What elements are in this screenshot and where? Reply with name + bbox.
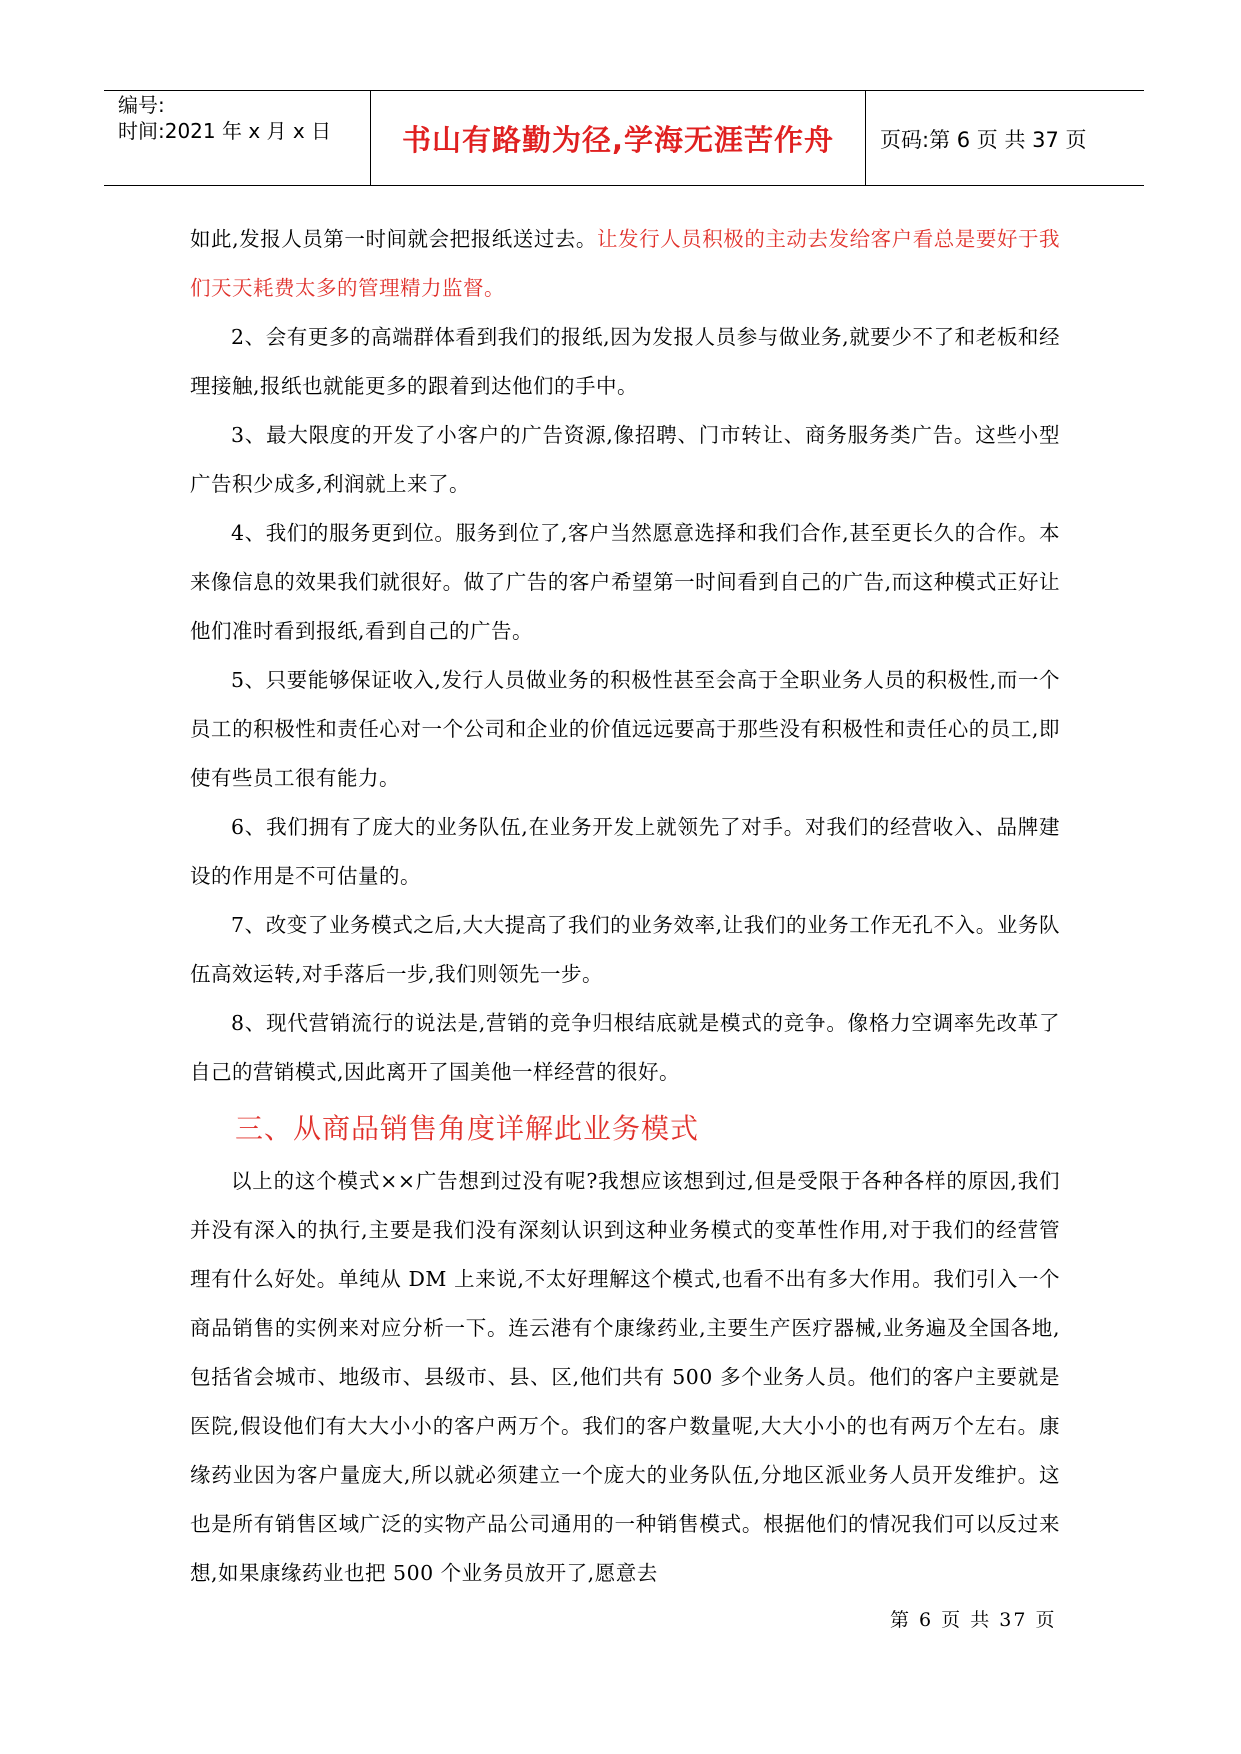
highlighted-text: 让发行人员积极的主动去发给客户看总是要好于我们天天耗费太多的管理精力监督。 [190,227,1060,300]
paragraph-point-7: 7、改变了业务模式之后,大大提高了我们的业务效率,让我们的业务工作无孔不入。业务队伍高效运转,对手落后一步,我们则领先一步。 [190,913,1060,986]
document-number-label: 编号: [118,93,165,117]
paragraph-text: 如此,发报人员第一时间就会把报纸送过去。 [190,227,597,251]
paragraph-point-5: 5、只要能够保证收入,发行人员做业务的积极性甚至会高于全职业务人员的积极性,而一个员工的积极性和责任心对一个公司和企业的价值远远要高于那些没有积极性和责任心的员工,即使有些员工很有能力。 [190,668,1060,790]
paragraph-point-8: 8、现代营销流行的说法是,营销的竞争归根结底就是模式的竞争。像格力空调率先改革了自己的营销模式,因此离开了国美他一样经营的很好。 [190,1011,1060,1084]
header-table [104,90,1144,186]
paragraph-point-2: 2、会有更多的高端群体看到我们的报纸,因为发报人员参与做业务,就要少不了和老板和经理接触,报纸也就能更多的跟着到达他们的手中。 [190,325,1060,398]
paragraph-continued [190,215,1060,313]
paragraph-section-intro: 以上的这个模式××广告想到过没有呢?我想应该想到过,但是受限于各种各样的原因,我们并没有深入的执行,主要是我们没有深刻认识到这种业务模式的变革性作用,对于我们的经营管理有什么好处。单纯从 DM 上来说,不太好理解这个模式,也看不出有多大作用。我们引入一个商品销售的实例来对应分析一下。连云港有个康缘药业,主要生产医疗器械,业务遍及全国各地,包括省会城市、地级市、县级市、县、区,他们共有 500 多个业务人员。他们的客户主要就是医院,假设他们有大大小小的客户两万个。我们的客户数量呢,大大小小的也有两万个左右。康缘药业因为客户量庞大,所以就必须建立一个庞大的业务队伍,分地区派业务人员开发维护。这也是所有销售区域广泛的实物产品公司通用的一种销售模式。根据他们的情况我们可以反过来想,如果康缘药业也把 500 个业务员放开了,愿意去 [190,1169,1060,1585]
paragraph-point-4: 4、我们的服务更到位。服务到位了,客户当然愿意选择和我们合作,甚至更长久的合作。本来像信息的效果我们就很好。做了广告的客户希望第一时间看到自己的广告,而这种模式正好让他们准时看到报纸,看到自己的广告。 [190,521,1060,643]
header-middle-cell [370,91,866,185]
paragraph-point-6: 6、我们拥有了庞大的业务队伍,在业务开发上就领先了对手。对我们的经营收入、品牌建设的作用是不可估量的。 [190,815,1060,888]
header-left-cell [104,91,369,185]
document-body [190,215,1060,1598]
document-time-label: 时间:2021 年 x 月 x 日 [118,119,332,143]
header-right-cell [866,91,1144,185]
section-heading: 三、从商品销售角度详解此业务模式 [235,1112,700,1145]
header-motto: 书山有路勤为径,学海无涯苦作舟 [401,123,835,157]
header-page-info: 页码:第 6 页 共 37 页 [880,128,1087,152]
page-footer: 第 6 页 共 37 页 [890,1609,1057,1631]
paragraph-point-3: 3、最大限度的开发了小客户的广告资源,像招聘、门市转让、商务服务类广告。这些小型广告积少成多,利润就上来了。 [190,423,1060,496]
